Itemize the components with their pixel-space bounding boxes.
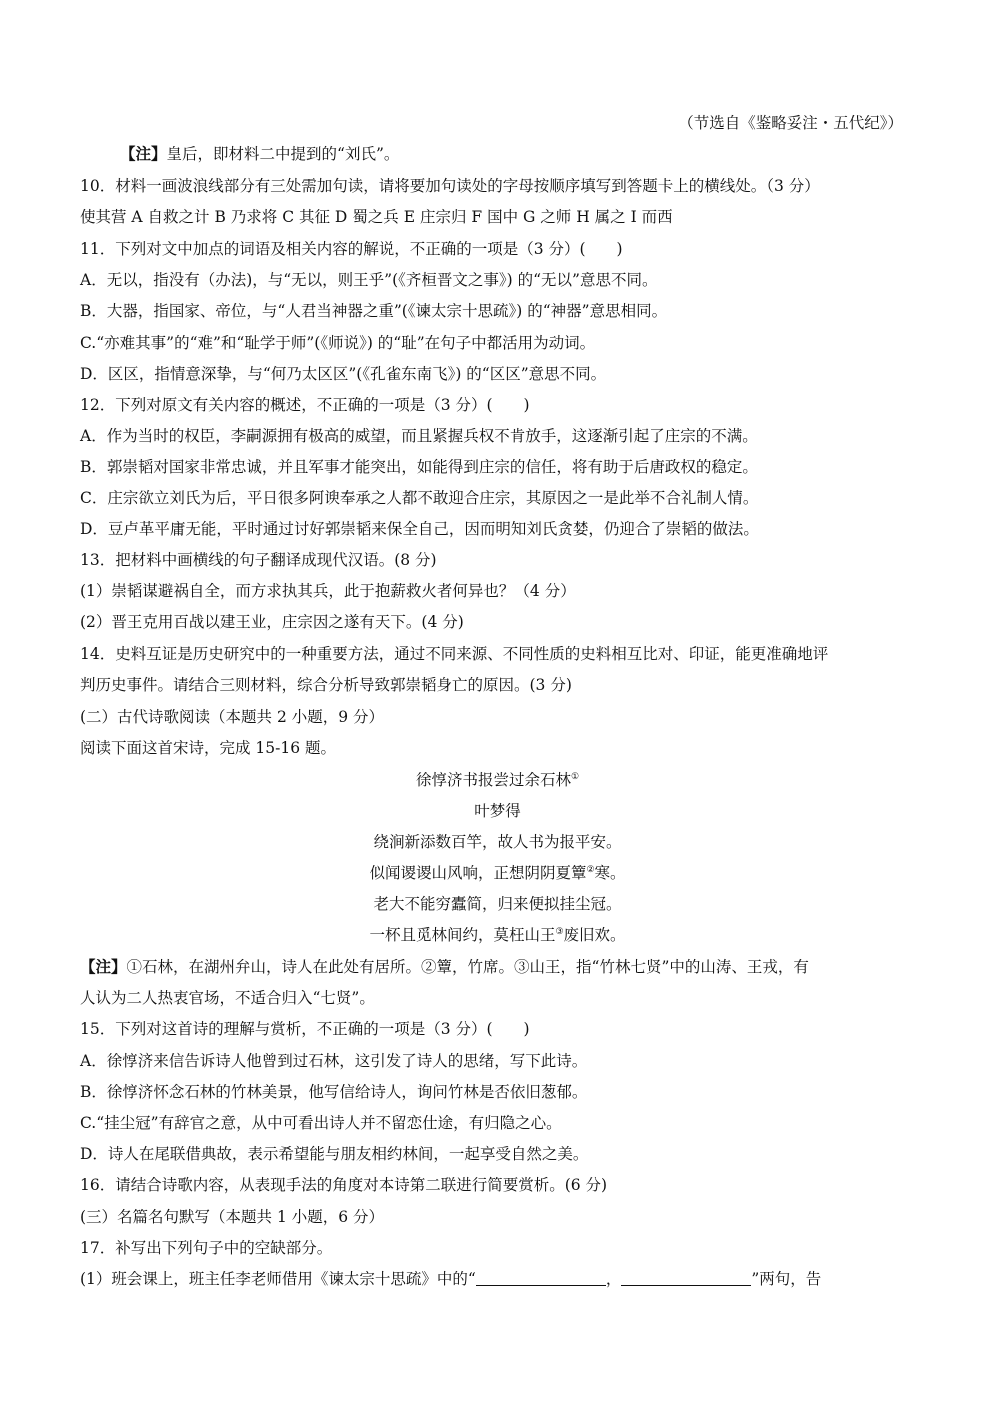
q12-option-c: C．庄宗欲立刘氏为后，平日很多阿谀奉承之人都不敢迎合庄宗，其原因之一是此举不合礼制人情。 xyxy=(80,489,759,507)
q13-item-2: (2）晋王克用百战以建王业，庄宗因之遂有天下。(4 分) xyxy=(80,613,464,631)
q11-option-c: C.“亦难其事”的“难”和“耻学于师”(《师说》) 的“耻”在句子中都活用为动词。 xyxy=(80,334,596,352)
q10-stem: 10．材料一画波浪线部分有三处需加句读，请将要加句读处的字母按顺序填写到答题卡上的横线处。（3 分） xyxy=(80,177,820,195)
poem-footnote-mark: ③ xyxy=(555,926,564,937)
poem-line-4 xyxy=(80,924,915,946)
q17-item-1 xyxy=(80,1268,915,1290)
poem-line-text: 老大不能穷蠹简，归来便拟挂尘冠。 xyxy=(373,895,622,913)
poem-line-text-end: 废旧欢。 xyxy=(563,926,626,944)
poem-line-2 xyxy=(80,862,915,884)
section-2-heading: (二）古代诗歌阅读（本题共 2 小题，9 分） xyxy=(80,708,385,726)
note-b-text: ①石林，在湖州弁山，诗人在此处有居所。②簟，竹席。③山王，指“竹林七贤”中的山涛、王戎，有 xyxy=(126,958,809,976)
poem-title-text: 徐惇济书报尝过余石林 xyxy=(415,771,571,789)
answer-blank-2[interactable] xyxy=(621,1269,751,1286)
q11-option-b: B．大器，指国家、帝位，与“人君当神器之重”(《谏太宗十思疏》) 的“神器”意思相同。 xyxy=(80,302,668,320)
poem-line-text: 似闻谡谡山风响，正想阴阴夏簟 xyxy=(369,864,587,882)
q17-item-1-suffix: ”两句，告 xyxy=(751,1270,822,1288)
q14-line-1: 14．史料互证是历史研究中的一种重要方法，通过不同来源、不同性质的史料相互比对、印证，能更准确地评 xyxy=(80,645,829,663)
q15-option-d: D．诗人在尾联借典故，表示希望能与朋友相约林间，一起享受自然之美。 xyxy=(80,1145,589,1163)
poem-line-1 xyxy=(80,831,915,853)
poem-line-text: 绕涧新添数百竿，故人书为报平安。 xyxy=(373,833,622,851)
q12-stem: 12．下列对原文有关内容的概述，不正确的一项是（3 分）( ) xyxy=(80,396,530,414)
q11-option-a: A．无以，指没有（办法)，与“无以，则王乎”(《齐桓晋文之事》) 的“无以”意思不同。 xyxy=(80,271,658,289)
q11-stem: 11．下列对文中加点的词语及相关内容的解说，不正确的一项是（3 分）( ) xyxy=(80,240,623,258)
source-citation: （节选自《鉴略妥注・五代纪》） xyxy=(678,114,903,132)
poem-line-text: 一杯且觅林间约，莫枉山王 xyxy=(369,926,556,944)
q17-item-1-comma: ， xyxy=(605,1270,622,1288)
q17-stem: 17．补写出下列句子中的空缺部分。 xyxy=(80,1239,333,1257)
q16-stem: 16．请结合诗歌内容，从表现手法的角度对本诗第二联进行简要赏析。(6 分) xyxy=(80,1176,608,1194)
q15-option-b: B．徐惇济怀念石林的竹林美景，他写信给诗人，询问竹林是否依旧葱郁。 xyxy=(80,1083,588,1101)
q15-option-a: A．徐惇济来信告诉诗人他曾到过石林，这引发了诗人的思绪，写下此诗。 xyxy=(80,1052,588,1070)
note-bracket: 【注】 xyxy=(120,144,167,163)
q17-item-1-prefix: (1）班会课上，班主任李老师借用《谏太宗十思疏》中的“ xyxy=(80,1270,476,1288)
q13-stem: 13．把材料中画横线的句子翻译成现代汉语。(8 分) xyxy=(80,551,437,569)
q14-line-2: 判历史事件。请结合三则材料，综合分析导致郭崇韬身亡的原因。(3 分) xyxy=(80,676,572,694)
section-3-heading: (三）名篇名句默写（本题共 1 小题，6 分） xyxy=(80,1208,385,1226)
q12-option-d: D．豆卢革平庸无能，平时通过讨好郭崇韬来保全自己，因而明知刘氏贪婪，仍迎合了崇韬的做法。 xyxy=(80,520,759,538)
q12-option-b: B．郭崇韬对国家非常忠诚，并且军事才能突出，如能得到庄宗的信任，将有助于后唐政权的稳定。 xyxy=(80,458,758,476)
note-b-line-1 xyxy=(80,956,915,978)
q11-option-d: D．区区，指情意深挚，与“何乃太区区”(《孔雀东南飞》) 的“区区”意思不同。 xyxy=(80,365,607,383)
poem-line-3 xyxy=(80,893,915,915)
q12-option-a: A．作为当时的权臣，李嗣源拥有极高的威望，而且紧握兵权不肯放手，这逐渐引起了庄宗的不满。 xyxy=(80,427,758,445)
poem-title xyxy=(80,769,915,791)
q13-item-1: (1）崇韬谋避祸自全，而方求执其兵，此于抱薪救火者何异也？（4 分） xyxy=(80,582,576,600)
poem-author: 叶梦得 xyxy=(474,802,521,820)
q15-option-c: C.“挂尘冠”有辞官之意，从中可看出诗人并不留恋仕途，有归隐之心。 xyxy=(80,1114,562,1132)
poem-footnote-mark: ② xyxy=(586,864,595,875)
note-bracket: 【注】 xyxy=(80,957,127,976)
poem-line-text-end: 寒。 xyxy=(594,864,626,882)
note-b-line-2: 人认为二人热衷官场，不适合归入“七贤”。 xyxy=(80,989,375,1007)
q15-stem: 15．下列对这首诗的理解与赏析，不正确的一项是（3 分）( ) xyxy=(80,1020,530,1038)
note-text: 皇后，即材料二中提到的“刘氏”。 xyxy=(166,145,400,163)
poem-title-footnote-mark: ① xyxy=(570,771,580,782)
section-2-intro: 阅读下面这首宋诗，完成 15-16 题。 xyxy=(80,739,337,757)
q10-sentence: 使其营 A 自救之计 B 乃求将 C 其征 D 蜀之兵 E 庄宗归 F 国中 G 之师 H 属之 I 而西 xyxy=(80,208,673,226)
answer-blank-1[interactable] xyxy=(476,1269,606,1286)
note-a xyxy=(120,143,955,165)
